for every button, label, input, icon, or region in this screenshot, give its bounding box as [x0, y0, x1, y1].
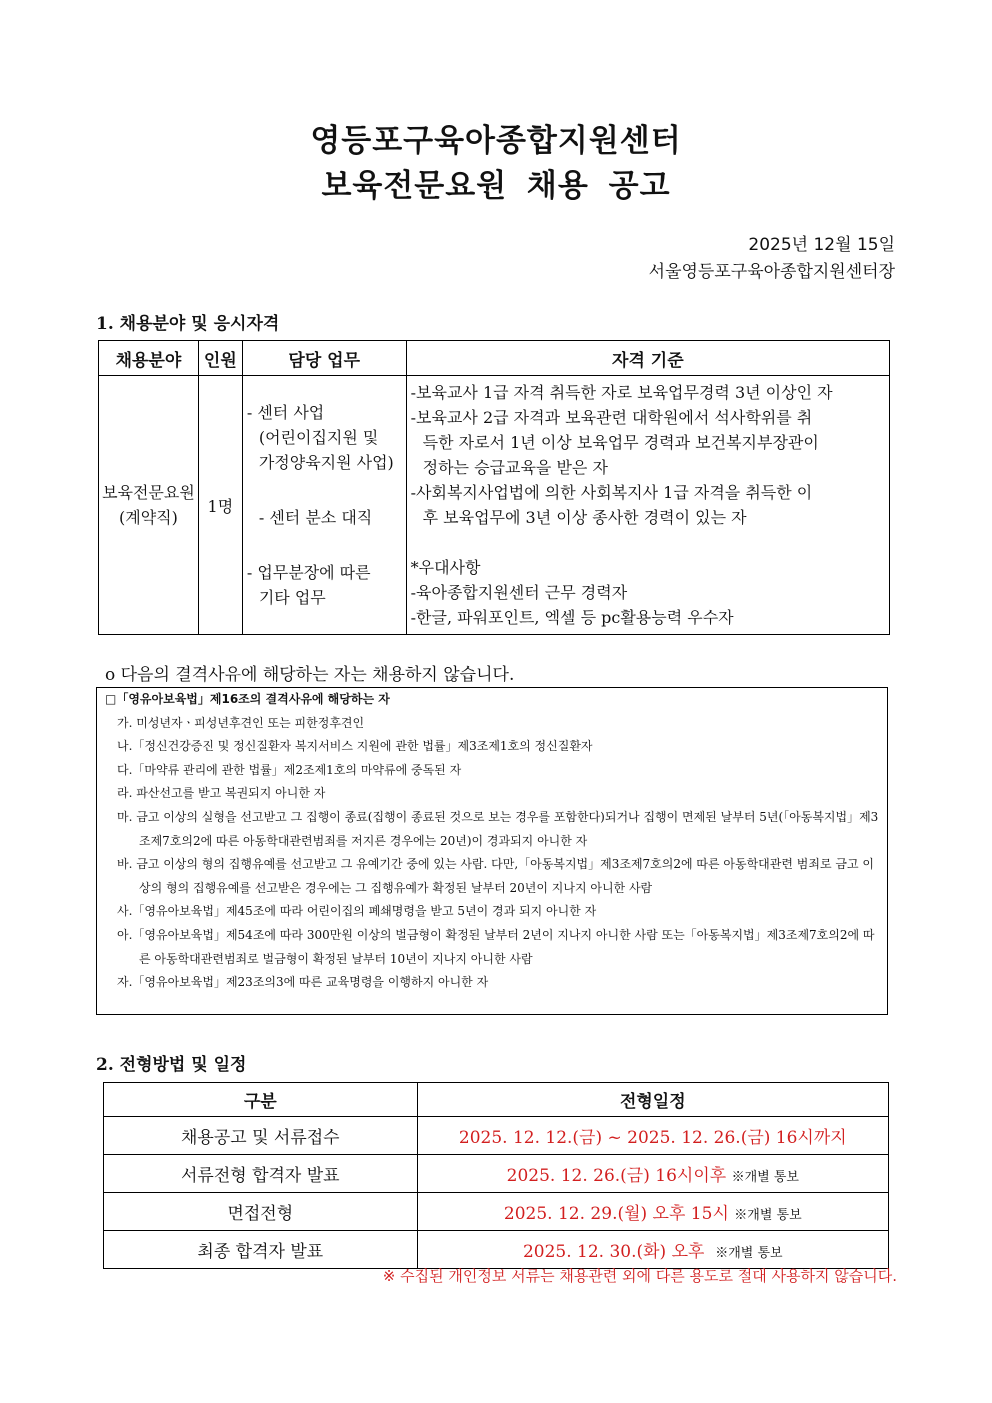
disqualification-item: 나.「정신건강증진 및 정신질환자 복지서비스 지원에 관한 법률」제3조제1호의 정신질환자	[117, 739, 593, 754]
section-2-title: 2. 전형방법 및 일정	[96, 1055, 247, 1075]
qualification-line: 후 보육업무에 3년 이상 종사한 경력이 있는 자	[422, 508, 747, 527]
schedule-table	[103, 1082, 889, 1269]
qualification-line: 정하는 승급교육을 받은 자	[422, 458, 608, 477]
schedule-date: 2025. 12. 12.(금) ~ 2025. 12. 26.(금) 16시까지	[458, 1128, 847, 1148]
schedule-note: ※개별 통보	[731, 1170, 799, 1185]
duty-item: 가정양육지원 사업)	[258, 453, 394, 472]
announcement-date: 2025년 12월 15일	[748, 235, 895, 255]
section-1-title: 1. 채용분야 및 응시자격	[96, 314, 280, 334]
schedule-date: 2025. 12. 30.(화) 오후	[522, 1242, 705, 1262]
date-cell	[417, 1155, 888, 1193]
disqualification-box	[96, 687, 888, 1015]
qualification-line: 득한 자로서 1년 이상 보육업무 경력과 보건복지부장관이	[422, 433, 819, 452]
date-cell	[417, 1117, 888, 1155]
disqualification-item: 라. 파산선고를 받고 복권되지 아니한 자	[117, 786, 326, 801]
qualifications-cell	[406, 376, 889, 635]
schedule-row	[104, 1155, 889, 1193]
recruit-table	[98, 340, 890, 635]
header-field: 채용분야	[99, 341, 199, 376]
recruit-table-row	[99, 376, 890, 635]
preference-line: -육아종합지원센터 근무 경력자	[410, 583, 628, 602]
preference-title: *우대사항	[410, 558, 481, 577]
schedule-date: 2025. 12. 29.(월) 오후 15시	[503, 1204, 729, 1224]
qualification-line: -사회복지사업법에 의한 사회복지사 1급 자격을 취득한 이	[410, 483, 813, 502]
schedule-date: 2025. 12. 26.(금) 16시이후	[506, 1166, 727, 1186]
header-schedule: 전형일정	[417, 1083, 888, 1117]
disqualification-item: 바. 금고 이상의 형의 집행유예를 선고받고 그 유예기간 중에 있는 사람. 다만,「아동복지법」제3조제7호의2에 따른 아동학대관련 범죄로 금고 이상의 형의 집행유예를 선고받은 경우에는 그 집행유예가 확정된 날부터 20년이 지나지 아니한 사람	[117, 857, 874, 895]
preference-line: -한글, 파워포인트, 엑셀 등 pc활용능력 우수자	[410, 608, 734, 627]
header-stage: 구분	[104, 1083, 418, 1117]
recruit-table-header	[99, 341, 890, 376]
field-cell	[99, 376, 199, 635]
schedule-note: ※개별 통보	[715, 1246, 783, 1261]
date-cell	[417, 1231, 888, 1269]
date-cell	[417, 1193, 888, 1231]
header-qualifications: 자격 기준	[406, 341, 889, 376]
disqualification-item: 사.「영유아보육법」제45조에 따라 어린이집의 폐쇄명령을 받고 5년이 경과 되지 아니한 자	[117, 904, 597, 919]
duty-item: - 업무분장에 따른	[246, 563, 371, 582]
disqualification-item: 자.「영유아보육법」제23조의3에 따른 교육명령을 이행하지 아니한 자	[117, 975, 489, 990]
issuer: 서울영등포구육아종합지원센터장	[648, 262, 895, 282]
stage-cell: 채용공고 및 서류접수	[104, 1117, 418, 1155]
disqualification-item: 아.「영유아보육법」제54조에 따라 300만원 이상의 벌금형이 확정된 날부터 2년이 지나지 아니한 사람 또는「아동복지법」제3조제7호의2에 따른 아동학대관련범죄로 벌금형이 확정된 날부터 10년이 지나지 아니한 사람	[117, 927, 875, 966]
schedule-header	[104, 1083, 889, 1117]
schedule-note: ※개별 통보	[734, 1208, 802, 1223]
duty-item: 기타 업무	[258, 588, 326, 607]
header-duties: 담당 업무	[242, 341, 406, 376]
schedule-row	[104, 1117, 889, 1155]
disqualification-notice: o 다음의 결격사유에 해당하는 자는 채용하지 않습니다.	[105, 665, 515, 685]
count-cell: 1명	[198, 376, 242, 635]
header-count: 인원	[198, 341, 242, 376]
disqualification-heading: □「영유아보육법」제16조의 결격사유에 해당하는 자	[105, 692, 390, 706]
duty-item: (어린이집지원 및	[258, 428, 379, 447]
title-line-1: 영등포구육아종합지원센터	[310, 123, 682, 159]
qualification-line: -보육교사 1급 자격 취득한 자로 보육업무경력 3년 이상인 자	[410, 383, 833, 402]
duty-item: - 센터 분소 대직	[258, 508, 373, 527]
field-name: 보육전문요원	[102, 483, 195, 502]
duties-cell	[242, 376, 406, 635]
stage-cell: 최종 합격자 발표	[104, 1231, 418, 1269]
stage-cell: 면접전형	[104, 1193, 418, 1231]
field-type: (계약직)	[119, 508, 178, 527]
qualification-line: -보육교사 2급 자격과 보육관련 대학원에서 석사학위를 취	[410, 408, 813, 427]
disqualification-item: 가. 미성년자ㆍ피성년후견인 또는 피한정후견인	[117, 715, 365, 730]
title-line-2: 보육전문요원 채용 공고	[321, 168, 671, 204]
privacy-footnote: ※ 수집된 개인정보 서류는 채용관련 외에 다른 용도로 절대 사용하지 않습니다.	[382, 1267, 897, 1285]
stage-cell: 서류전형 합격자 발표	[104, 1155, 418, 1193]
duty-item: - 센터 사업	[246, 403, 325, 422]
schedule-row	[104, 1231, 889, 1269]
disqualification-item: 마. 금고 이상의 실형을 선고받고 그 집행이 종료(집행이 종료된 것으로 보는 경우를 포함한다)되거나 집행이 면제된 날부터 5년(「아동복지법」제3조제7호의2에 따른 아동학대관련범죄를 저지른 경우에는 20년)이 경과되지 아니한 자	[117, 809, 879, 848]
disqualification-item: 다.「마약류 관리에 관한 법률」제2조제1호의 마약류에 중독된 자	[117, 762, 462, 777]
schedule-row	[104, 1193, 889, 1231]
